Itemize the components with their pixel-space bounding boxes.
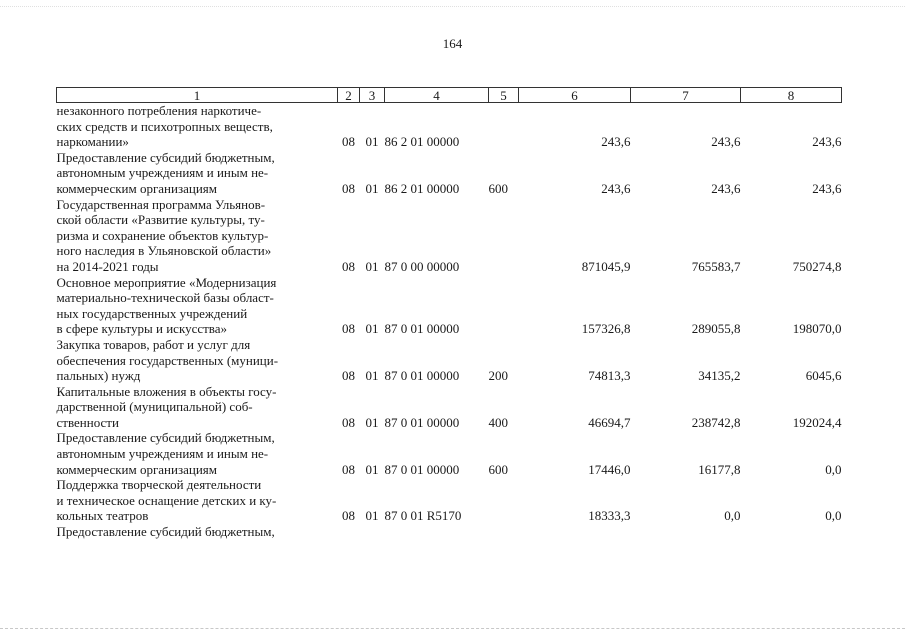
target-article-code: 86 2 01 00000 (384, 180, 460, 196)
col-header-6: 6 (519, 88, 631, 103)
amount-col-7: 765583,7 (691, 258, 741, 274)
col-header-7: 7 (631, 88, 741, 103)
header-row (57, 88, 842, 103)
target-article-code: 87 0 01 00000 (384, 368, 460, 384)
expense-type-code: 200 (488, 368, 508, 384)
row-description (57, 103, 338, 150)
table-row (57, 430, 842, 477)
subchapter-code (360, 524, 385, 540)
subchapter-code: 01 (365, 508, 379, 524)
description-line: в сфере культуры и искусства» (56, 321, 228, 337)
target-article-code (385, 524, 489, 540)
description-line: ного наследия в Ульяновской области» (56, 243, 272, 259)
description-line: наркомании» (56, 134, 129, 150)
expense-type-code (489, 524, 519, 540)
row-description (57, 150, 338, 197)
amount-col-6: 74813,3 (588, 368, 631, 384)
description-line: Государственная программа Ульянов- (56, 196, 266, 212)
table-row (57, 275, 842, 337)
chapter-code: 08 (342, 180, 355, 196)
table-body (57, 103, 842, 540)
amount-col-8: 243,6 (812, 180, 842, 196)
row-description (57, 477, 338, 524)
amount-col-8: 198070,0 (792, 321, 842, 337)
chapter-code: 08 (342, 321, 355, 337)
amount-col-7: 243,6 (711, 134, 741, 150)
row-description (57, 275, 338, 337)
amount-col-6: 157326,8 (581, 321, 631, 337)
target-article-code: 87 0 01 R5170 (384, 508, 462, 524)
table-row (57, 103, 842, 150)
amount-col-8: 192024,4 (792, 414, 842, 430)
row-description (57, 524, 338, 540)
row-description (57, 337, 338, 384)
expense-type-code: 600 (488, 180, 508, 196)
expense-type-code (489, 197, 519, 275)
target-article-code: 87 0 01 00000 (384, 461, 460, 477)
description-line: Основное мероприятие «Модернизация (56, 274, 277, 290)
table-row (57, 524, 842, 540)
amount-col-7: 243,6 (711, 180, 741, 196)
description-line: автономным учреждениям и иным не- (56, 446, 269, 462)
expense-type-code: 400 (488, 414, 508, 430)
amount-col-6: 18333,3 (588, 508, 631, 524)
page-number: 164 (442, 36, 463, 51)
col-header-3: 3 (360, 88, 385, 103)
amount-col-8 (741, 524, 842, 540)
col-header-1: 1 (57, 88, 338, 103)
description-line: материально-технической базы област- (56, 290, 274, 306)
table-row (57, 384, 842, 431)
description-line: пальных) нужд (56, 368, 141, 384)
subchapter-code: 01 (365, 258, 379, 274)
amount-col-7: 238742,8 (691, 414, 741, 430)
chapter-code: 08 (342, 414, 355, 430)
table-row (57, 477, 842, 524)
expense-type-code: 600 (488, 461, 508, 477)
amount-col-6: 46694,7 (588, 414, 631, 430)
amount-col-7: 289055,8 (691, 321, 741, 337)
subchapter-code: 01 (365, 321, 379, 337)
chapter-code: 08 (342, 134, 355, 150)
table-row (57, 337, 842, 384)
col-header-2: 2 (338, 88, 360, 103)
chapter-code: 08 (342, 461, 355, 477)
description-line: дарственной (муниципальной) соб- (56, 399, 253, 415)
subchapter-code: 01 (365, 414, 379, 430)
amount-col-7: 34135,2 (698, 368, 741, 384)
description-line: Предоставление субсидий бюджетным, (56, 524, 275, 540)
subchapter-code: 01 (365, 180, 379, 196)
description-line: Поддержка творческой деятельности (56, 477, 262, 493)
description-line: кольных театров (56, 508, 149, 524)
chapter-code: 08 (342, 508, 355, 524)
description-line: ризма и сохранение объектов культур- (56, 227, 269, 243)
target-article-code: 86 2 01 00000 (384, 134, 460, 150)
description-line: Предоставление субсидий бюджетным, (56, 430, 275, 446)
target-article-code: 87 0 01 00000 (384, 414, 460, 430)
subchapter-code: 01 (365, 134, 379, 150)
expense-type-code (489, 477, 519, 524)
table-row (57, 150, 842, 197)
description-line: коммерческим организациям (56, 180, 218, 196)
amount-col-8: 0,0 (825, 508, 842, 524)
chapter-code (338, 524, 360, 540)
description-line: ственности (56, 414, 119, 430)
amount-col-8: 243,6 (812, 134, 842, 150)
subchapter-code: 01 (365, 368, 379, 384)
description-line: Закупка товаров, работ и услуг для (56, 336, 251, 352)
chapter-code: 08 (342, 258, 355, 274)
amount-col-8: 6045,6 (805, 368, 842, 384)
amount-col-7 (631, 524, 741, 540)
description-line: автономным учреждениям и иным не- (56, 165, 269, 181)
amount-col-6: 17446,0 (588, 461, 631, 477)
amount-col-6 (519, 524, 631, 540)
description-line: обеспечения государственных (муници- (56, 352, 279, 368)
description-line: и техническое оснащение детских и ку- (56, 492, 277, 508)
row-description (57, 197, 338, 275)
amount-col-6: 243,6 (601, 134, 631, 150)
target-article-code: 87 0 01 00000 (384, 321, 460, 337)
amount-col-6: 871045,9 (581, 258, 631, 274)
subchapter-code: 01 (365, 461, 379, 477)
amount-col-6: 243,6 (601, 180, 631, 196)
row-description (57, 384, 338, 431)
description-line: Предоставление субсидий бюджетным, (56, 149, 275, 165)
amount-col-8: 0,0 (825, 461, 842, 477)
col-header-8: 8 (741, 88, 842, 103)
row-description (57, 430, 338, 477)
amount-col-8: 750274,8 (792, 258, 842, 274)
description-line: ских средств и психотропных веществ, (56, 118, 273, 134)
amount-col-7: 0,0 (724, 508, 741, 524)
description-line: ных государственных учреждений (56, 305, 248, 321)
expense-type-code (489, 103, 519, 150)
scan-edge-bottom (0, 628, 905, 629)
description-line: на 2014-2021 годы (56, 258, 159, 274)
description-line: незаконного потребления наркотиче- (56, 103, 262, 118)
budget-table (56, 87, 842, 540)
expense-type-code (489, 275, 519, 337)
description-line: Капитальные вложения в объекты госу- (56, 383, 277, 399)
description-line: коммерческим организациям (56, 461, 218, 477)
col-header-5: 5 (489, 88, 519, 103)
table-row (57, 197, 842, 275)
col-header-4: 4 (385, 88, 489, 103)
amount-col-7: 16177,8 (698, 461, 741, 477)
chapter-code: 08 (342, 368, 355, 384)
target-article-code: 87 0 00 00000 (384, 258, 460, 274)
scan-edge-top (0, 6, 905, 7)
description-line: ской области «Развитие культуры, ту- (56, 212, 265, 228)
